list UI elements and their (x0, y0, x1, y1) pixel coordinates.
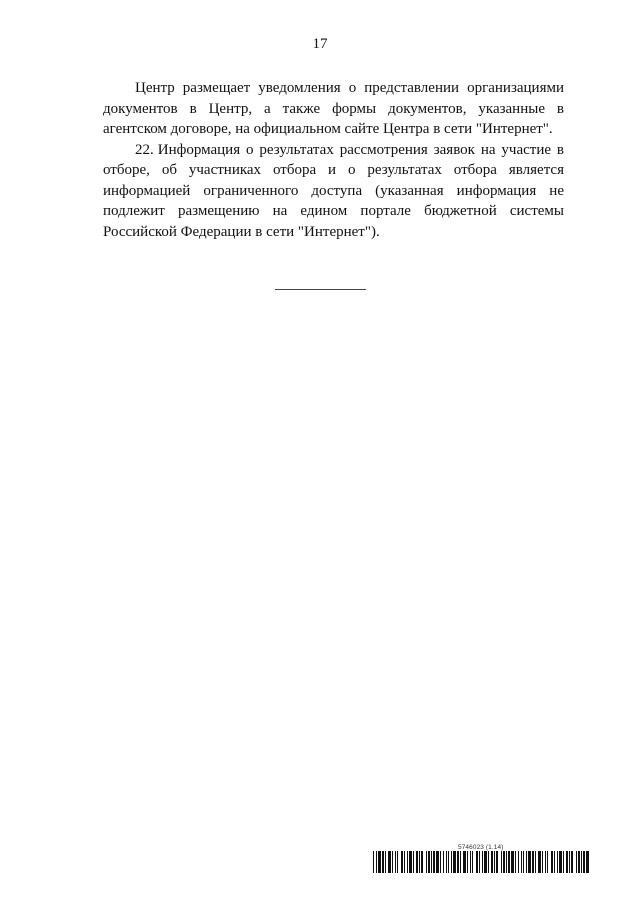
barcode-bar (476, 851, 478, 873)
barcode-bar (409, 851, 412, 873)
barcode-bar (433, 851, 435, 873)
barcode-bar (526, 851, 527, 873)
barcode-bar (395, 851, 396, 873)
barcode-bar (470, 851, 471, 873)
barcode-bar (373, 851, 374, 873)
barcode-bar (448, 851, 449, 873)
barcode-bar (457, 851, 459, 873)
barcode-bar (545, 851, 546, 873)
barcode-bar (583, 851, 585, 873)
barcode-bar (569, 851, 570, 873)
barcode-bar (508, 851, 510, 873)
barcode-bar (404, 851, 405, 873)
barcode-bar (479, 851, 480, 873)
barcode-bar (401, 851, 403, 873)
barcode-bar (440, 851, 441, 873)
barcode-bar (566, 851, 568, 873)
barcode-bar (460, 851, 461, 873)
separator-line (275, 289, 366, 290)
barcode-bar (494, 851, 495, 873)
barcode-bar (421, 851, 423, 873)
barcode-bar (378, 851, 381, 873)
barcode-bar (563, 851, 564, 873)
barcode-bar (557, 851, 558, 873)
barcode-bar (397, 851, 398, 873)
barcode-bar (488, 851, 489, 873)
barcode-bar (416, 851, 418, 873)
barcode-bar (407, 851, 408, 873)
barcode-bar (436, 851, 439, 873)
barcode-bar (535, 851, 536, 873)
barcode-bar (571, 851, 573, 873)
paragraph-text: Центр размещает уведомления о представлении организациями документов в Центр, а также формы документов, указанные в агентском договоре, на официальном сайте Центра в сети "Интернет". (103, 80, 564, 137)
document-code: 5746023 (1.14) (458, 844, 504, 851)
barcode-bar (451, 851, 452, 873)
barcode-bar (576, 851, 577, 873)
barcode-bar (446, 851, 447, 873)
barcode-bar (532, 851, 534, 873)
barcode-bar (382, 851, 384, 873)
document-body (103, 78, 564, 242)
barcode-bar (501, 851, 502, 873)
barcode-bar (376, 851, 377, 873)
barcode-bar (538, 851, 541, 873)
barcode-bar (511, 851, 514, 873)
barcode-bar (506, 851, 507, 873)
barcode-bar (491, 851, 493, 873)
barcode-bar (515, 851, 516, 873)
barcode-bar (503, 851, 505, 873)
barcode-bar (581, 851, 582, 873)
barcode-bar (496, 851, 498, 873)
barcode-bar (554, 851, 555, 873)
barcode-bar (482, 851, 483, 873)
barcode-bar (431, 851, 432, 873)
barcode-bar (392, 851, 393, 873)
barcode-bar (413, 851, 414, 873)
barcode-bar (419, 851, 420, 873)
barcode-bar (385, 851, 386, 873)
barcode-bar (586, 851, 589, 873)
barcode-bar (518, 851, 519, 873)
barcode-bar (521, 851, 522, 873)
paragraph-number: 22. (135, 141, 154, 158)
barcode-bar (443, 851, 444, 873)
barcode-bar (388, 851, 391, 873)
barcode-bar (463, 851, 466, 873)
barcode-bar (428, 851, 430, 873)
barcode-bar (484, 851, 487, 873)
barcode-bar (426, 851, 427, 873)
barcode-bar (547, 851, 548, 873)
paragraph-22 (103, 140, 564, 243)
page-number: 17 (312, 36, 328, 52)
barcode-bar (542, 851, 543, 873)
barcode-bar (578, 851, 580, 873)
barcode-bar (453, 851, 456, 873)
barcode-bar (559, 851, 562, 873)
barcode-bar (528, 851, 531, 873)
paragraph-center-notices (103, 78, 564, 140)
paragraph-text: Информация о результатах рассмотрения заявок на участие в отборе, об участниках отбора и о результатах отбора является информацией ограниченного доступа (указанная информация не подлежит размещению на едином портале бюджетной системы Российской Федерации в сети "Интернет"). (103, 141, 564, 240)
barcode-bar (467, 851, 468, 873)
barcode-image (373, 851, 589, 873)
barcode-bar (523, 851, 524, 873)
barcode-bar (551, 851, 553, 873)
barcode-bar (472, 851, 473, 873)
